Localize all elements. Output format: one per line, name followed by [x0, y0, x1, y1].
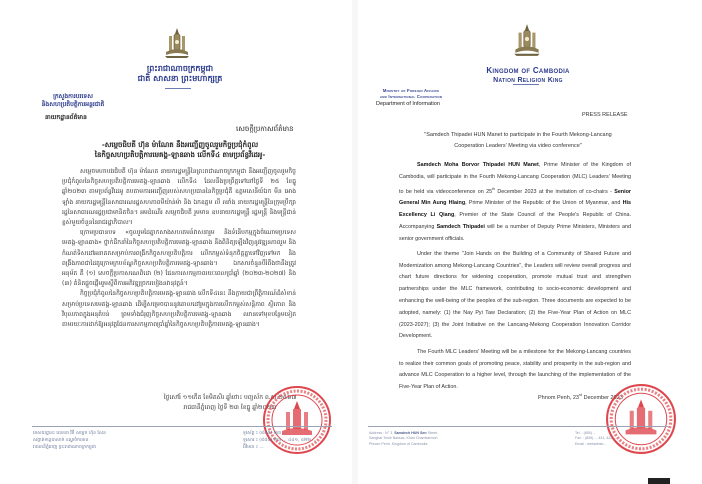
department-name: នាយកដ្ឋានព័ត៌មាន — [45, 114, 87, 121]
place-date: រាជធានីភ្នំពេញ ថ្ងៃទី ២៣ ខែធ្នូ ឆ្នាំ២០២៣ — [183, 404, 277, 411]
body-paragraph: The Fourth MLC Leaders' Meeting will be a milestone for the Mekong-Lancang countries to realize their common goals of promoting peace, stability and prosperity in the sub-region and advance MLC Cooperation to a higher level, through the launching of the implementation of the Five-Year Plan of Action. — [399, 348, 631, 391]
letterhead-kingdom — [120, 64, 240, 84]
ministry-line-2: and International Cooperation — [379, 93, 443, 99]
myanmar-pm-name: Senior General Min Aung Hlaing — [399, 188, 631, 207]
ornament-divider — [165, 88, 191, 89]
footer-rule — [32, 426, 332, 427]
body-text: , Prime Minister of the Republic of the Union of Myanmar, and — [465, 200, 623, 207]
contact-line: Fax. : (855) ... 441, 422 ... — [575, 436, 617, 441]
ministry-line-1: ក្រសួងការបរទេស — [53, 93, 93, 100]
address-line: Phnom Penh, Kingdom of Cambodia — [369, 441, 428, 446]
contact-line: អ៊ីមែល ៖ ... — [243, 445, 264, 450]
address-text: Address : N° 3, — [369, 431, 395, 435]
ordinal-suffix: rd — [578, 393, 583, 397]
pm-name: Samdech Moha Borvor Thipadei HUN Manet — [417, 162, 539, 168]
place-date: Phnom Penh, 23 — [538, 394, 579, 401]
place-date-month: December 2023 — [582, 394, 623, 401]
address-line: សង្កាត់ទន្លេបាសាក់ ខណ្ឌចំការមន — [33, 438, 89, 443]
press-release-label: សេចក្ដីប្រកាសព័ត៌មាន — [236, 125, 294, 133]
contact-line: Tel. : (855) ... — [575, 431, 596, 435]
letterhead-kingdom — [458, 66, 598, 86]
national-motto: Nation Religion King — [493, 77, 563, 84]
ministry-name — [368, 88, 454, 99]
royal-arms-emblem-icon — [512, 22, 542, 58]
body-text: December 2023 at the invitation of co-chairs - — [495, 188, 615, 195]
royal-arms-emblem-icon — [163, 26, 191, 60]
press-release-body — [62, 167, 296, 330]
ministry-line-1: Ministry of Foreign Affairs — [382, 88, 440, 93]
english-press-release-page — [358, 0, 702, 484]
body-text: , Prime Minister of the Kingdom of Cambodia, will participate in the Fourth Mekong-Lancang Cooperation (MLC) Leaders' Meeting to be held via videoconference on 25 — [399, 162, 631, 195]
footer-address — [369, 431, 438, 447]
body-text: will be a number of Deputy Prime Ministers, Ministers and senior government officials. — [399, 223, 631, 242]
corner-mark — [648, 478, 670, 484]
body-paragraph: សម្ដេចមហាបវរធិបតី ហ៊ុន ម៉ាណែត នាយករដ្ឋមន្ត្រីនៃព្រះរាជាណាចក្រកម្ពុជា នឹងអញ្ជើញចូលរួមកិច្ចប្រជុំកំពូលនៃកិច្ចសហប្រតិបត្តិការមេគង្គ-ឡានឆាង លើកទី៤ ដែលនឹងប្រព្រឹត្តទៅនៅថ្ងៃទី ២៥ ខែធ្នូ ឆ្នាំ២០២៣ តាមប្រព័ន្ធវីដេអូ តបតាមការអញ្ជើញរបស់សហប្រធាននៃកិច្ចប្រជុំគឺ ឧត្ដមសេនីយ៍ឯក មីន អោងឡាំង នាយករដ្ឋមន្ត្រីនៃសាធារណរដ្ឋសហភាពមីយ៉ាន់ម៉ា និង ឯកឧត្ដម លី ឈាំង នាយករដ្ឋមន្ត្រីនៃក្រុមប្រឹក្សារដ្ឋនៃសាធារណរដ្ឋប្រជាមានិតចិន។ អមដំណើរ សម្ដេចធិបតី រួមមាន ឧបនាយករដ្ឋមន្ត្រី រដ្ឋមន្ត្រី និងមន្ត្រីជាន់ខ្ពស់មួយចំនួននៃរាជរដ្ឋាភិបាល។ — [62, 168, 296, 227]
footer-contacts — [575, 431, 616, 447]
body-paragraph: កិច្ចប្រជុំកំពូលនៃកិច្ចសហប្រតិបត្តិការមេគង្គ-ឡានឆាង លើកទី៤នេះ នឹងក្លាយជាព្រឹត្តិការណ៍ដ៏សំខាន់សម្រាប់ប្រទេសមេគង្គ-ឡានឆាង ដើម្បីសម្រេចបាននូវគោលដៅរួមក្នុងការលើកកម្ពស់សន្តិភាព ស្ថិរភាព និងវិបុលភាពក្នុងអនុតំបន់ ព្រមទាំងជំរុញកិច្ចសហប្រតិបត្តិការមេគង្គ-ឡានឆាង ឈានទៅមុខបន្ថែមទៀត តាមរយៈការដាក់ឱ្យអនុវត្តផែនការសកម្មភាពប្រាំឆ្នាំនៃកិច្ចសហប្រតិបត្តិការមេគង្គ-ឡានឆាង។ — [62, 290, 296, 329]
press-release-label: PRESS RELEASE — [582, 112, 628, 118]
contact-line: Email : webadmin... — [575, 441, 607, 446]
address-line: Sangkat Tonle Bassac, Khan Chamkarmon — [369, 436, 438, 441]
ministry-name — [30, 93, 116, 109]
china-premier-name: His Excellency Li Qiang — [399, 200, 631, 218]
press-release-title — [398, 130, 638, 152]
ornament-divider — [513, 84, 539, 85]
title-line-2: នៃកិច្ចសហប្រតិបត្តិការមេគង្គ-ឡានឆាង លើកទី៤ តាមប្រព័ន្ធវីដេអូ- — [94, 151, 266, 159]
press-release-body — [399, 160, 631, 397]
national-motto: ជាតិ សាសនា ព្រះមហាក្សត្រ — [137, 74, 223, 83]
ministry-line-2: និងសហប្រតិបត្តិការអន្តរជាតិ — [41, 101, 105, 108]
footer-contacts — [243, 430, 317, 451]
address-line: រាជធានីភ្នំពេញ ព្រះរាជាណាចក្រកម្ពុជា — [33, 445, 96, 450]
pm-short-name: Samdech Thipadei — [436, 223, 485, 230]
body-text: , Premier of the State Council of the People's Republic of China. Accompanying — [399, 211, 631, 230]
kingdom-name: Kingdom of Cambodia — [486, 66, 570, 75]
body-paragraph — [399, 160, 631, 245]
street-name: Samdech HUN Sen — [394, 431, 427, 435]
title-line-1: -សម្ដេចធិបតី ហ៊ុន ម៉ាណែត នឹងអញ្ជើញចូលរួមកិច្ចប្រជុំកំពូល — [101, 141, 259, 149]
contact-line: ទូរស័ព្ទ ៖ (៨៥៥) ២៣ ... — [243, 431, 287, 436]
press-release-title — [60, 140, 300, 160]
body-paragraph: Under the theme "Join Hands on the Building of a Community of Shared Future and Modernization among Mekong-Lancang Countries", the Leaders will review overall progress and chart future directions for widening cooperation, promote mutual trust and strengthen partnerships under the MLC framework, contributing to socio-economic development and enhancing the well-being of the peoples of the sub-region. Three documents are expected to be adopted, namely: (1) the Nay Pyi Taw Declaration; (2) the Five-Year Plan of Action on MLC (2023-2027); (3) the Joint Initiative on the Lancang-Mekong Cooperation Innovation Corridor Development. — [399, 250, 631, 340]
lunar-date: ថ្ងៃសៅរ៍ ១១កើត ខែមិគសិរ ឆ្នាំថោះ បញ្ចស័ក ព.ស.២៥៦៧ — [163, 394, 297, 401]
footer-rule — [368, 426, 668, 427]
contact-line: ទូរសារ ៖ (៨៥៥) ២៣ ... ៤៤១, ៤២២ ... — [243, 438, 317, 443]
ordinal-suffix: th — [492, 186, 495, 191]
address-line: អាសយដ្ឋាន៖ លេខ៣ វិថី សម្ដេច ហ៊ុន សែន — [33, 431, 106, 436]
kingdom-name: ព្រះរាជាណាចក្រកម្ពុជា — [146, 64, 214, 73]
title-line-1: "Samdech Thipadei HUN Manet to participate in the Fourth Mekong-Lancang — [424, 132, 612, 138]
department-name: Department of Information — [376, 101, 440, 107]
title-line-2: Cooperation Leaders' Meeting via video conference" — [454, 143, 582, 149]
body-paragraph: ក្រោមប្រធានបទ «ចូលរួមដៃគ្នាកសាងសហគមន៍វាសនារួម និងទំនើបកម្មក្នុងចំណោមប្រទេសមេគង្គ-ឡានឆាង» ថ្នាក់ដឹកនាំនៃកិច្ចសហប្រតិបត្តិការមេគង្គ-ឡានឆាង នឹងពិនិត្យឡើងវិញនូវវឌ្ឍនភាពរួម និងកំណត់ទិសដៅអនាគតសម្រាប់ការពង្រីកកិច្ចសហប្រតិបត្តិការ លើកកម្ពស់ទំនុកចិត្តគ្នាទៅវិញទៅមក និងពង្រឹងភាពជាដៃគូក្រោមក្របខ័ណ្ឌកិច្ចសហប្រតិបត្តិការមេគង្គ-ឡានឆាង។ ឯកសារចំនួនបីរំពឹងថានឹងត្រូវអនុម័ត គឺ (១) សេចក្ដីប្រកាសណេពិដោ (២) ផែនការសកម្មភាពរយៈពេលប្រាំឆ្នាំ (២០២៣-២០២៧) និង (៣) គំនិតផ្ដួចផ្ដើមរួមស្ដីពីការអភិវឌ្ឍច្រករបៀងនវានុវត្តន៍។ — [62, 229, 296, 288]
address-text: Street, — [426, 431, 439, 435]
footer-address — [33, 430, 106, 451]
